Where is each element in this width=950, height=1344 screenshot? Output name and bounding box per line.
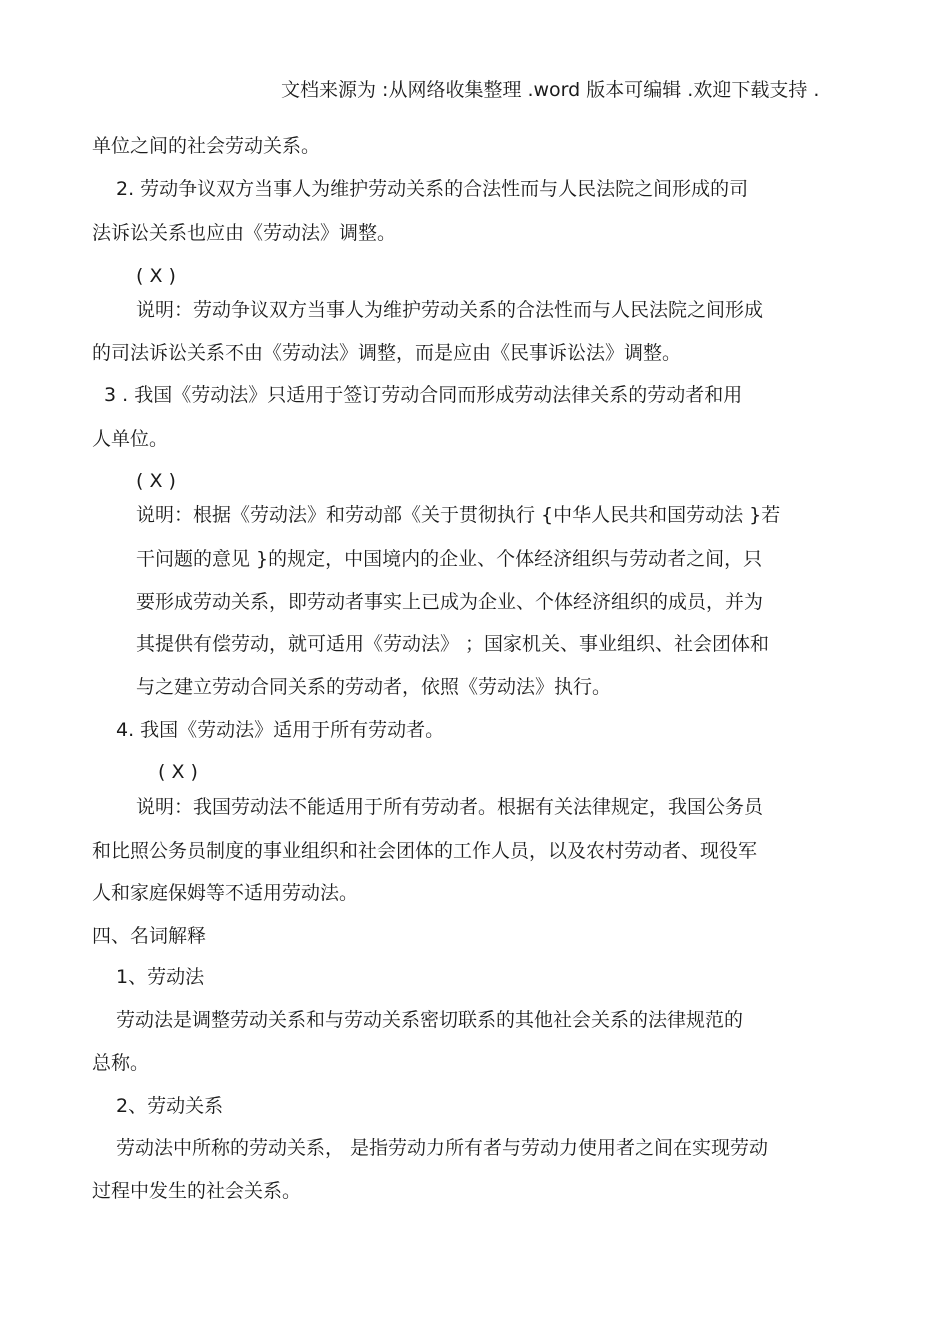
explanation-line: 说明：劳动争议双方当事人为维护劳动关系的合法性而与人民法院之间形成 xyxy=(136,299,764,321)
question-2: 2. 劳动争议双方当事人为维护劳动关系的合法性而与人民法院之间形成的司 xyxy=(116,178,749,200)
definition-line: 劳动法是调整劳动关系和与劳动关系密切联系的其他社会关系的法律规范的 xyxy=(116,1009,744,1031)
section-heading: 四、名词解释 xyxy=(92,925,207,947)
explanation-line: 说明：根据《劳动法》和劳动部《关于贯彻执行 {中华人民共和国劳动法 }若 xyxy=(136,504,781,526)
explanation-line: 干问题的意见 }的规定，中国境内的企业、个体经济组织与劳动者之间，只 xyxy=(136,548,763,570)
term-heading: 1、劳动法 xyxy=(116,966,205,988)
paragraph-line: 法诉讼关系也应由《劳动法》调整。 xyxy=(92,222,397,244)
paragraph-line: 人单位。 xyxy=(92,428,169,450)
paragraph-line: 人和家庭保姆等不适用劳动法。 xyxy=(92,882,359,904)
paragraph-line: 过程中发生的社会关系。 xyxy=(92,1180,302,1202)
paragraph-line: 的司法诉讼关系不由《劳动法》调整，而是应由《民事诉讼法》调整。 xyxy=(92,342,682,364)
explanation-line: 其提供有偿劳动，就可适用《劳动法》 ；国家机关、事业组织、社会团体和 xyxy=(136,633,770,655)
paragraph-line: 和比照公务员制度的事业组织和社会团体的工作人员，以及农村劳动者、现役军 xyxy=(92,840,758,862)
explanation-line: 说明：我国劳动法不能适用于所有劳动者。根据有关法律规定，我国公务员 xyxy=(136,796,764,818)
explanation-line: 与之建立劳动合同关系的劳动者，依照《劳动法》执行。 xyxy=(136,676,612,698)
answer-mark: ( X ) xyxy=(136,265,176,287)
explanation-line: 要形成劳动关系，即劳动者事实上已成为企业、个体经济组织的成员，并为 xyxy=(136,591,764,613)
definition-line: 劳动法中所称的劳动关系， 是指劳动力所有者与劳动力使用者之间在实现劳动 xyxy=(116,1137,769,1159)
paragraph-line: 单位之间的社会劳动关系。 xyxy=(92,135,321,157)
paragraph-line: 总称。 xyxy=(92,1052,150,1074)
page-header: 文档来源为 :从网络收集整理 .word 版本可编辑 .欢迎下载支持 . xyxy=(281,79,820,101)
answer-mark: ( X ) xyxy=(158,761,198,783)
answer-mark: ( X ) xyxy=(136,470,176,492)
question-3: 3 . 我国《劳动法》只适用于签订劳动合同而形成劳动法律关系的劳动者和用 xyxy=(104,384,743,406)
term-heading: 2、劳动关系 xyxy=(116,1095,224,1117)
question-4: 4. 我国《劳动法》适用于所有劳动者。 xyxy=(116,719,445,741)
